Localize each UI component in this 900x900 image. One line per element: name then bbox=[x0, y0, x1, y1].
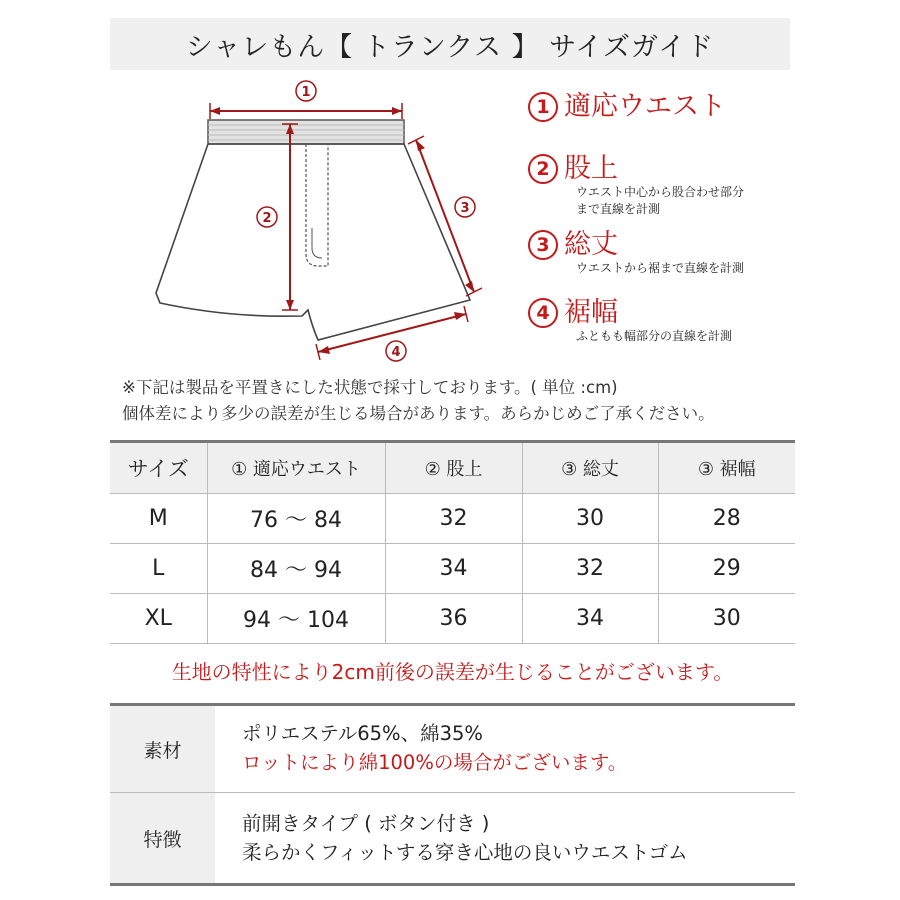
hem-cell: 29 bbox=[658, 544, 795, 594]
size-cell: M bbox=[110, 494, 207, 544]
svg-text:1: 1 bbox=[301, 85, 311, 100]
column-header-hem: ③ 裾幅 bbox=[658, 442, 795, 494]
size-cell: XL bbox=[110, 594, 207, 644]
table-row bbox=[110, 544, 795, 594]
trunks-diagram bbox=[140, 78, 520, 368]
material-label: 素材 bbox=[110, 706, 215, 792]
hem-cell: 28 bbox=[658, 494, 795, 544]
hem-cell: 30 bbox=[658, 594, 795, 644]
waist-cell: 84 〜 94 bbox=[207, 544, 385, 594]
rise-cell: 36 bbox=[385, 594, 522, 644]
legend-number-4: 4 bbox=[528, 298, 558, 328]
svg-text:3: 3 bbox=[460, 201, 470, 216]
size-table bbox=[110, 440, 795, 644]
legend-number-2: 2 bbox=[528, 154, 558, 184]
column-header-rise: ② 股上 bbox=[385, 442, 522, 494]
info-divider-bottom bbox=[110, 883, 795, 886]
table-header-row bbox=[110, 442, 795, 494]
legend-number-3: 3 bbox=[528, 230, 558, 260]
legend-item-waist bbox=[528, 92, 726, 122]
feature-text bbox=[242, 809, 688, 867]
waist-cell: 94 〜 104 bbox=[207, 594, 385, 644]
legend-label: 適応ウエスト bbox=[564, 91, 726, 122]
legend-description: ウエスト中心から股合わせ部分 bbox=[576, 185, 745, 199]
column-header-size: サイズ bbox=[110, 442, 207, 494]
svg-text:4: 4 bbox=[391, 345, 401, 360]
column-header-length: ③ 総丈 bbox=[522, 442, 658, 494]
size-cell: L bbox=[110, 544, 207, 594]
measurement-note bbox=[122, 375, 715, 427]
feature-line-2: 柔らかくフィットする穿き心地の良いウエストゴム bbox=[242, 841, 688, 864]
trunks-outline bbox=[156, 144, 470, 340]
legend-number-1: 1 bbox=[528, 92, 558, 122]
rise-cell: 34 bbox=[385, 544, 522, 594]
legend-item-rise bbox=[528, 154, 744, 218]
length-cell: 30 bbox=[522, 494, 658, 544]
legend-label: 裾幅 bbox=[564, 297, 618, 328]
length-cell: 32 bbox=[522, 544, 658, 594]
tolerance-warning: 生地の特性により2cm前後の誤差が生じることがございます。 bbox=[171, 660, 734, 684]
table-row bbox=[110, 594, 795, 644]
feature-row bbox=[110, 793, 795, 883]
column-header-waist: ① 適応ウエスト bbox=[207, 442, 385, 494]
svg-text:2: 2 bbox=[262, 211, 272, 226]
legend-description: ふともも幅部分の直線を計測 bbox=[576, 329, 733, 343]
legend-item-hem bbox=[528, 298, 732, 345]
legend-description: まで直線を計測 bbox=[576, 202, 661, 216]
material-row bbox=[110, 706, 795, 792]
material-text bbox=[242, 719, 627, 777]
rise-cell: 32 bbox=[385, 494, 522, 544]
legend-label: 総丈 bbox=[564, 229, 618, 260]
legend-description: ウエストから裾まで直線を計測 bbox=[576, 261, 745, 275]
trunks-illustration bbox=[140, 78, 520, 368]
legend-item-length bbox=[528, 230, 744, 277]
waist-cell: 76 〜 84 bbox=[207, 494, 385, 544]
note-line-2: 個体差により多少の誤差が生じる場合があります。あらかじめご了承ください。 bbox=[122, 404, 715, 423]
note-line-1: ※下記は製品を平置きにした状態で採寸しております。( 単位 :cm) bbox=[122, 378, 618, 397]
length-cell: 34 bbox=[522, 594, 658, 644]
material-line-2: ロットにより綿100%の場合がございます。 bbox=[242, 751, 628, 774]
page-title: シャレもん【 トランクス 】 サイズガイド bbox=[110, 18, 790, 70]
legend-label: 股上 bbox=[564, 153, 618, 184]
table-row bbox=[110, 494, 795, 544]
material-line-1: ポリエステル65%、綿35% bbox=[242, 722, 483, 745]
feature-label: 特徴 bbox=[110, 793, 215, 883]
feature-line-1: 前開きタイプ ( ボタン付き ) bbox=[242, 812, 490, 835]
